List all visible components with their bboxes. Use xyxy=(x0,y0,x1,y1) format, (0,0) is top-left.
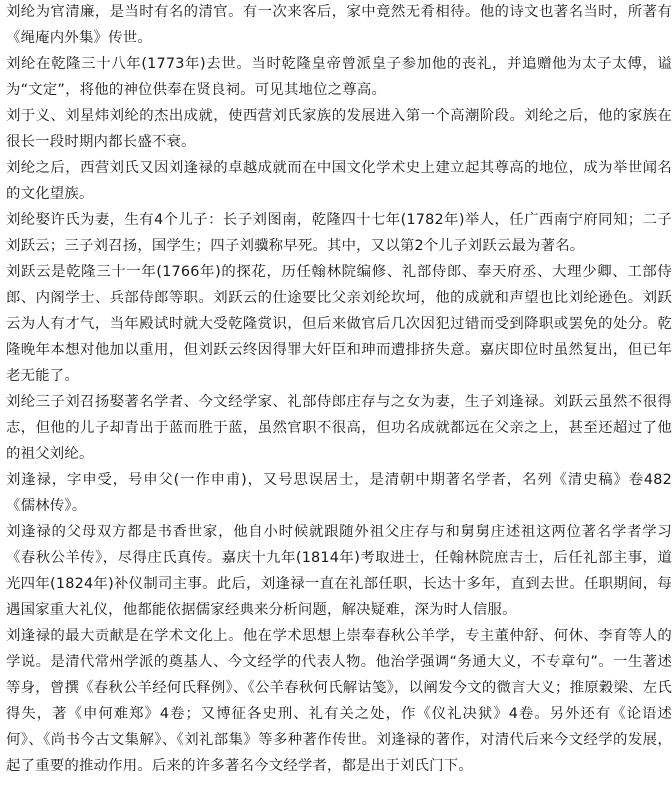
paragraph: 刘纶三子刘召扬娶著名学者、今文经学家、礼部侍郎庄存与之女为妻，生子刘逢禄。刘跃云虽然不很得志，但他的儿子却青出于蓝而胜于蓝，虽然官职不很高，但功名成就都远在父亲之上，甚至还超过了他的祖父刘纶。 xyxy=(6,394,672,462)
paragraph: 刘纶之后，西营刘氏又因刘逢禄的卓越成就而在中国文化学术史上建立起其尊高的地位，成为举世闻名的文化望族。 xyxy=(6,160,672,202)
paragraph: 刘纶在乾隆三十八年(1773年)去世。当时乾隆皇帝曾派皇子参加他的丧礼，并追赠他为太子太傅，谥为“文定”，将他的神位供奉在贤良祠。可见其地位之尊高。 xyxy=(6,56,672,98)
paragraph: 刘逢禄，字申受，号申父(一作申甫)，又号思误居士，是清朝中期著名学者，名列《清史稿》卷482《儒林传》。 xyxy=(6,472,672,514)
paragraph: 刘纶娶许氏为妻，生有4个儿子：长子刘图南，乾隆四十七年(1782年)举人，任广西南宁府同知；二子刘跃云；三子刘召扬，国学生；四子刘骥称早死。其中，又以第2个儿子刘跃云最为著名。 xyxy=(6,212,672,254)
paragraph: 刘纶为官清廉，是当时有名的清官。有一次来客后，家中竟然无肴相待。他的诗文也著名当时，所著有《绳庵内外集》传世。 xyxy=(6,4,672,46)
paragraph: 刘逢禄的最大贡献是在学术文化上。他在学术思想上崇奉春秋公羊学，专主董仲舒、何休、李育等人的学说。是清代常州学派的奠基人、今文经学的代表人物。他治学强调“务通大义，不专章句”。一生著述等身，曾撰《春秋公羊经何氏释例》、《公羊春秋何氏解诂笺》，以阐发今文的微言大义；推原穀梁、左氏得失，著《申何难郑》4卷；又博征各史刑、礼有关之处，作《仪礼决狱》4卷。另外还有《论语述何》、《尚书今古文集解》、《刘礼部集》等多种著作传世。刘逢禄的著作，对清代后来今文经学的发展，起了重要的推动作用。后来的许多著名今文经学者，都是出于刘氏门下。 xyxy=(6,628,672,774)
paragraph: 刘逢禄的父母双方都是书香世家，他自小时候就跟随外祖父庄存与和舅舅庄述祖这两位著名学者学习《春秋公羊传》，尽得庄氏真传。嘉庆十九年(1814年)考取进士，任翰林院庶吉士，后任礼部主事，道光四年(1824年)补仪制司主事。此后，刘逢禄一直在礼部任职，长达十多年，直到去世。任职期间，每遇国家重大礼仪，他都能依据儒家经典来分析问题，解决疑难，深为时人信服。 xyxy=(6,524,672,618)
paragraph: 刘跃云是乾隆三十一年(1766年)的探花，历任翰林院编修、礼部侍郎、奉天府丞、大理少卿、工部侍郎、内阁学士、兵部侍郎等职。刘跃云的仕途要比父亲刘纶坎坷，他的成就和声望也比刘纶逊色。刘跃云为人有才气，当年殿试时就大受乾隆赏识，但后来做官后几次因犯过错而受到降职或罢免的处分。乾隆晚年本想对他加以重用，但刘跃云终因得罪大奸臣和珅而遭排挤失意。嘉庆即位时虽然复出，但已年老无能了。 xyxy=(6,264,672,384)
paragraph: 刘于义、刘星炜刘纶的杰出成就，使西营刘氏家族的发展进入第一个高潮阶段。刘纶之后，他的家族在很长一段时期内都长盛不衰。 xyxy=(6,108,672,150)
